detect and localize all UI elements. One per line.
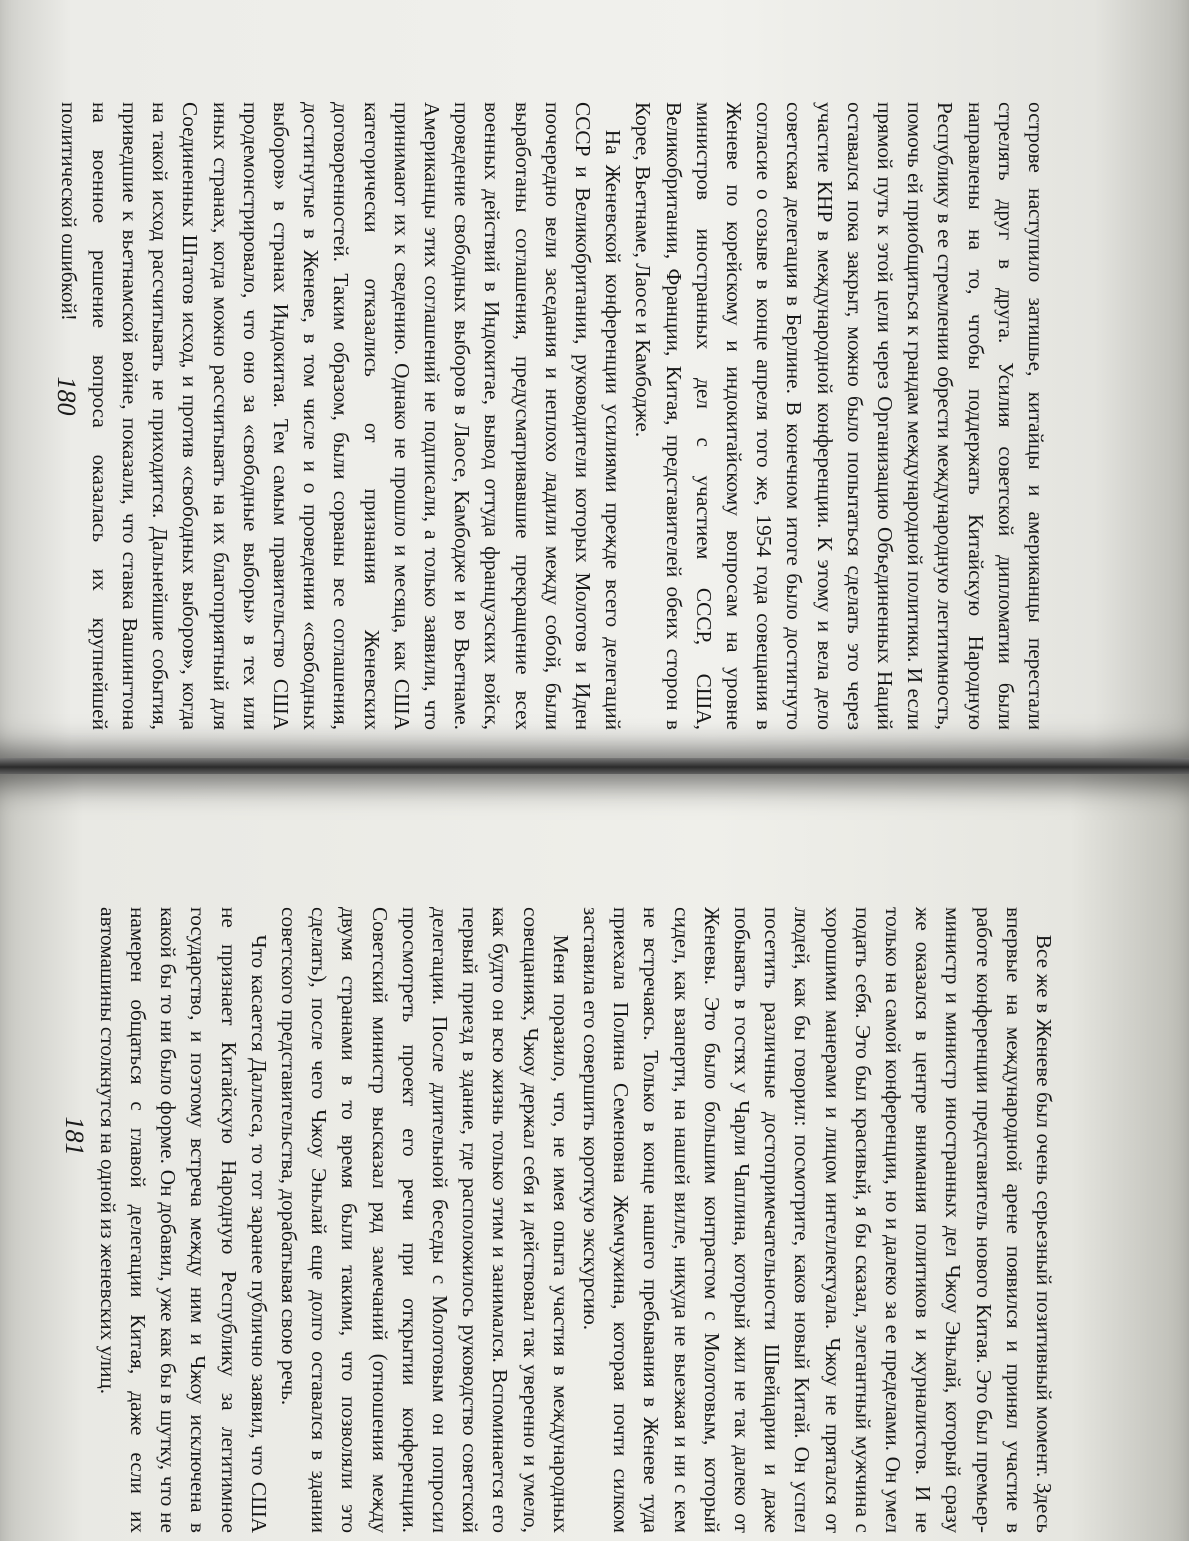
paragraph: На Женевской конференции усилиями прежде всего делегаций СССР и Великобритании, руководители которых Молотов и Иден поочередно вели заседания и неплохо ладили между собой, были выработаны соглашения, предусматривавшие прекращение всех военных действий в Индокитае, вывод оттуда французских войск, проведение свободных выборов в Лаосе, Камбодже и во Вьетнаме. Американцы этих соглашений не подписали, а только заявили, что принимают их к сведению. Однако не прошло и месяца, как США категорически отказались от признания Женевских договоренностей. Таким образом, были сорваны все соглашения, достигнутые в Женеве, в том числе и о проведении «свободных выборов» в странах Индокитая. Тем самым правительство США продемонстрировало, что оно за «свободные выборы» в тех или иных странах, когда можно рассчитывать на их благоприятный для Соединенных Штатов исход, и против «свободных выборов», когда на такой исход рассчитывать не приходится. Дальнейшие события, приведшие к вьетнамской войне, показали, что ставка Вашингтона на военное решение вопроса оказалась их крупнейшей политической ошибкой! bbox=[57, 102, 626, 730]
right-page-text bbox=[93, 907, 1060, 1533]
paragraph: Все же в Женеве был очень серьезный позитивный момент. Здесь впервые на международной арене появился и принял участие в работе конференции представитель нового Китая. Это был премьер-министр и министр иностранных дел Чжоу Эньлай, который сразу же оказался в центре внимания политиков и журналистов. И не только на самой конференции, но и далеко за ее пределами. Он умел подать себя. Это был красивый, я бы сказал, элегантный мужчина с хорошими манерами и лицом интеллектуала. Чжоу не прятался от людей, как бы говорил: посмотрите, каков новый Китай. Он успел посетить различные достопримечательности Швейцарии и даже побывать в гостях у Чарли Чаплина, который жил не так далеко от Женевы. Это было большим контрастом с Молотовым, который сидел, как взаперти, на нашей вилле, никуда не выезжая и ни с кем не встречаясь. Только в конце нашего пребывания в Женеве туда приехала Полина Семеновна Жемчужина, которая почти силком заставила его совершить короткую экскурсию. bbox=[578, 907, 1056, 1533]
left-page bbox=[0, 0, 1189, 760]
paragraph: Что касается Даллеса, то тот заранее публично заявил, что США не признает Китайскую Народную Республику за легитимное государство, и поэтому встреча между ним и Чжоу исключена в какой бы то ни было форме. Он добавил, уже как бы в шутку, что не намерен общаться с главой делегации Китая, даже если их автомашины столкнутся на одной из женевских улиц. bbox=[95, 907, 271, 1533]
page-number-left: 180 bbox=[52, 376, 81, 416]
page-number-right: 181 bbox=[60, 1116, 89, 1156]
right-page bbox=[0, 774, 1189, 1541]
paragraph: острове наступило затишье, китайцы и американцы перестали стрелять друг в друга. Усилия советской дипломатии были направлены на то, чтобы поддержать Китайскую Народную Республику в ее стремлении обрести международную легитимность, помочь ей приобщиться к грандам международной политики. И если прямой путь к этой цели через Организацию Объединенных Наций оставался пока закрыт, можно было попытаться сделать это через участие КНР в международной конференции. К этому и вела дело советская делегация в Берлине. В конечном итоге было достигнуто согласие о созыве в конце апреля того же, 1954 года совещания в Женеве по корейскому и индокитайскому вопросам на уровне министров иностранных дел с участием СССР, США, Великобритании, Франции, Китая, представителей обеих сторон в Корее, Вьетнаме, Лаосе и Камбодже. bbox=[631, 102, 1048, 730]
paragraph: Меня поразило, что, не имея опыта участия в международных совещаниях, Чжоу держал себя и действовал так уверенно и умело, как будто он всю жизнь только этим и занимался. Вспоминается его первый приезд в здание, где расположилось руководство советской делегации. После длительной беседы с Молотовым он попросил просмотреть проект его речи при открытии конференции. Советский министр высказал ряд замечаний (отношения между двумя странами в то время были такими, что позволяли это сделать), после чего Чжоу Эньлай еще долго оставался в здании советского представительства, дорабатывая свою речь. bbox=[276, 907, 573, 1533]
left-page-text bbox=[54, 102, 1051, 730]
